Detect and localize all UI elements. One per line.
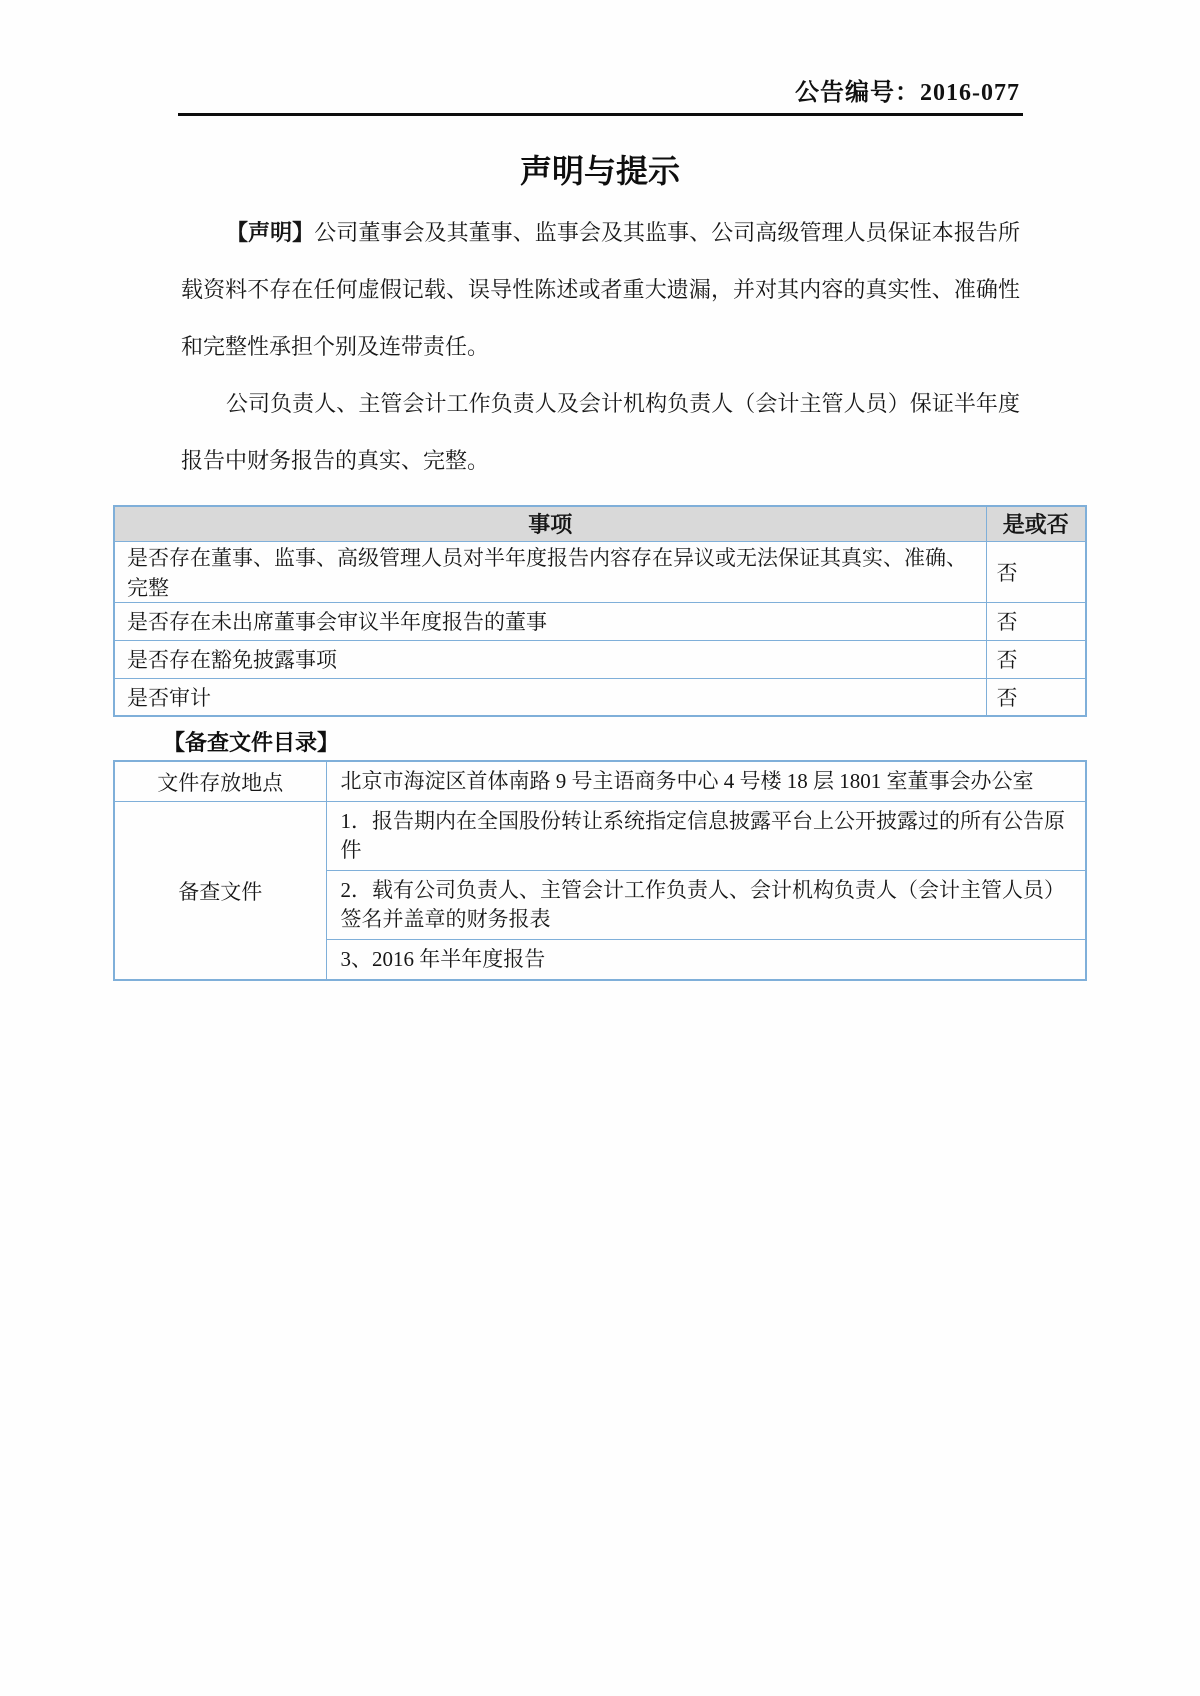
responsibility-paragraph xyxy=(181,375,1020,489)
statement-answer: 否 xyxy=(986,678,1086,716)
catalog-table xyxy=(113,760,1087,981)
files-label: 备查文件 xyxy=(114,802,326,981)
table-row xyxy=(114,678,1086,716)
location-value: 北京市海淀区首体南路 9 号主语商务中心 4 号楼 18 层 1801 室董事会办公室 xyxy=(326,761,1086,802)
declaration-block xyxy=(181,204,1020,489)
file-item: 3、2016 年半年度报告 xyxy=(326,940,1086,981)
statement-item: 是否存在董事、监事、高级管理人员对半年度报告内容存在异议或无法保证其真实、准确、完整 xyxy=(114,541,986,602)
catalog-heading: 【备查文件目录】 xyxy=(163,730,340,755)
file-item: 1．报告期内在全国股份转让系统指定信息披露平台上公开披露过的所有公告原件 xyxy=(326,802,1086,871)
statement-table-header-row xyxy=(114,506,1086,541)
table-row xyxy=(114,602,1086,640)
table-row xyxy=(114,761,1086,802)
statement-item: 是否存在未出席董事会审议半年度报告的董事 xyxy=(114,602,986,640)
statement-answer: 否 xyxy=(986,640,1086,678)
statement-table xyxy=(113,505,1087,717)
file-item: 2．载有公司负责人、主管会计工作负责人、会计机构负责人（会计主管人员）签名并盖章的财务报表 xyxy=(326,871,1086,940)
header-rule xyxy=(178,113,1023,116)
statement-answer: 否 xyxy=(986,541,1086,602)
announcement-number: 公告编号：2016-077 xyxy=(795,80,1020,106)
statement-item: 是否存在豁免披露事项 xyxy=(114,640,986,678)
responsibility-text: 公司负责人、主管会计工作负责人及会计机构负责人（会计主管人员）保证半年度报告中财务报告的真实、完整。 xyxy=(181,391,1020,473)
declaration-paragraph xyxy=(181,204,1020,375)
declaration-lead: 【声明】 xyxy=(226,220,315,245)
table-row xyxy=(114,541,1086,602)
statement-answer: 否 xyxy=(986,602,1086,640)
declaration-text: 公司董事会及其董事、监事会及其监事、公司高级管理人员保证本报告所载资料不存在任何虚假记载、误导性陈述或者重大遗漏，并对其内容的真实性、准确性和完整性承担个别及连带责任。 xyxy=(181,220,1020,359)
statement-table-header-item: 事项 xyxy=(114,506,986,541)
page-title: 声明与提示 xyxy=(519,153,680,189)
table-row xyxy=(114,640,1086,678)
table-row xyxy=(114,802,1086,871)
statement-table-header-answer: 是或否 xyxy=(986,506,1086,541)
statement-item: 是否审计 xyxy=(114,678,986,716)
location-label: 文件存放地点 xyxy=(114,761,326,802)
